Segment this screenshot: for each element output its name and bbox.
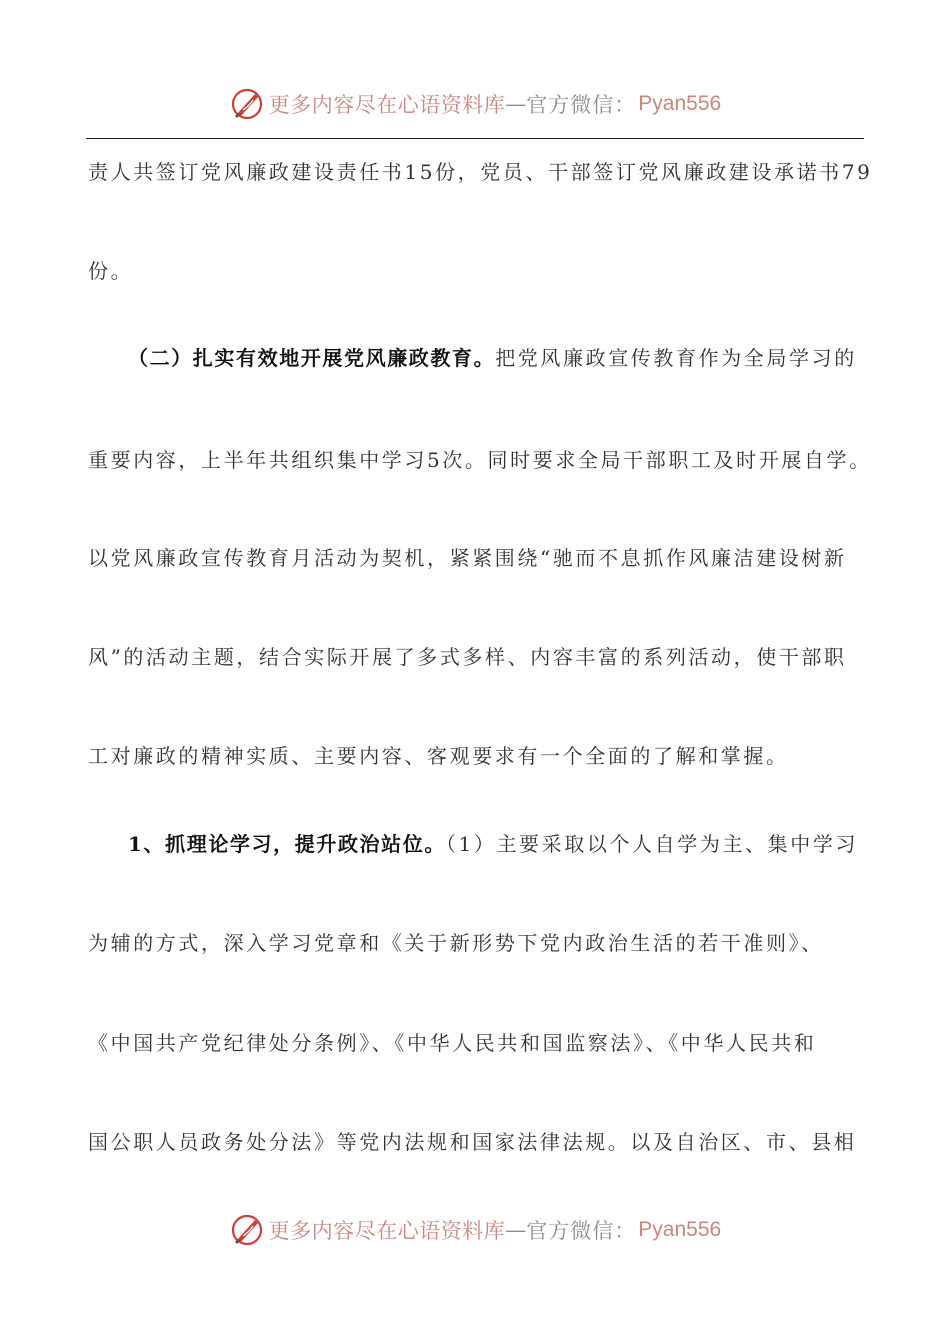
body-line-10: 《中国共产党纪律处分条例》、《中华人民共和国监察法》、《中华人民共和 [88,1031,817,1055]
body-line-5: 以党风廉政宣传教育月活动为契机，紧紧围绕“驰而不息抓作风廉洁建设树新 [88,546,847,570]
body-line-1: 责人共签订党风廉政建设责任书15份，党员、干部签订党风廉政建设承诺书79 [88,160,873,184]
body-line-4: 重要内容，上半年共组织集中学习5次。同时要求全局干部职工及时开展自学。 [88,448,872,472]
header-site-text: 更多内容尽在心语资料库 [268,93,506,117]
footer-wechat-id: Pyan556 [638,1218,722,1241]
header-separator: — [505,92,527,116]
section-2-paragraph [128,344,868,372]
header-divider [86,138,864,139]
footer-separator: — [505,1218,527,1242]
body-line-7: 工对廉政的精神实质、主要内容、客观要求有一个全面的了解和掌握。 [88,744,789,768]
pen-logo-icon [229,86,265,122]
footer-wechat-label: 官方微信： [526,1219,637,1243]
body-line-11: 国公职人员政务处分法》等党内法规和国家法律法规。以及自治区、市、县相 [88,1130,857,1154]
footer-site-text: 更多内容尽在心语资料库 [268,1219,506,1243]
subsection-1-heading: 1、抓理论学习，提升政治站位。 [128,832,446,856]
section-2-heading: （二）扎实有效地开展党风廉政教育。 [128,346,496,370]
body-line-2: 份。 [88,259,134,283]
header-wechat-label: 官方微信： [526,93,637,117]
header-wechat-id: Pyan556 [638,92,722,115]
footer-banner [0,1210,950,1250]
body-line-9: 为辅的方式，深入学习党章和《关于新形势下党内政治生活的若干准则》、 [88,931,824,955]
header-banner [0,84,950,124]
body-line-6: 风”的活动主题，结合实际开展了多式多样、内容丰富的系列活动，使干部职 [88,645,847,669]
subsection-1-paragraph [128,830,868,858]
subsection-1-line-1: （1）主要采取以个人自学为主、集中学习 [445,832,859,856]
section-2-line-1: 把党风廉政宣传教育作为全局学习的 [495,346,857,370]
pen-logo-icon [229,1212,265,1248]
